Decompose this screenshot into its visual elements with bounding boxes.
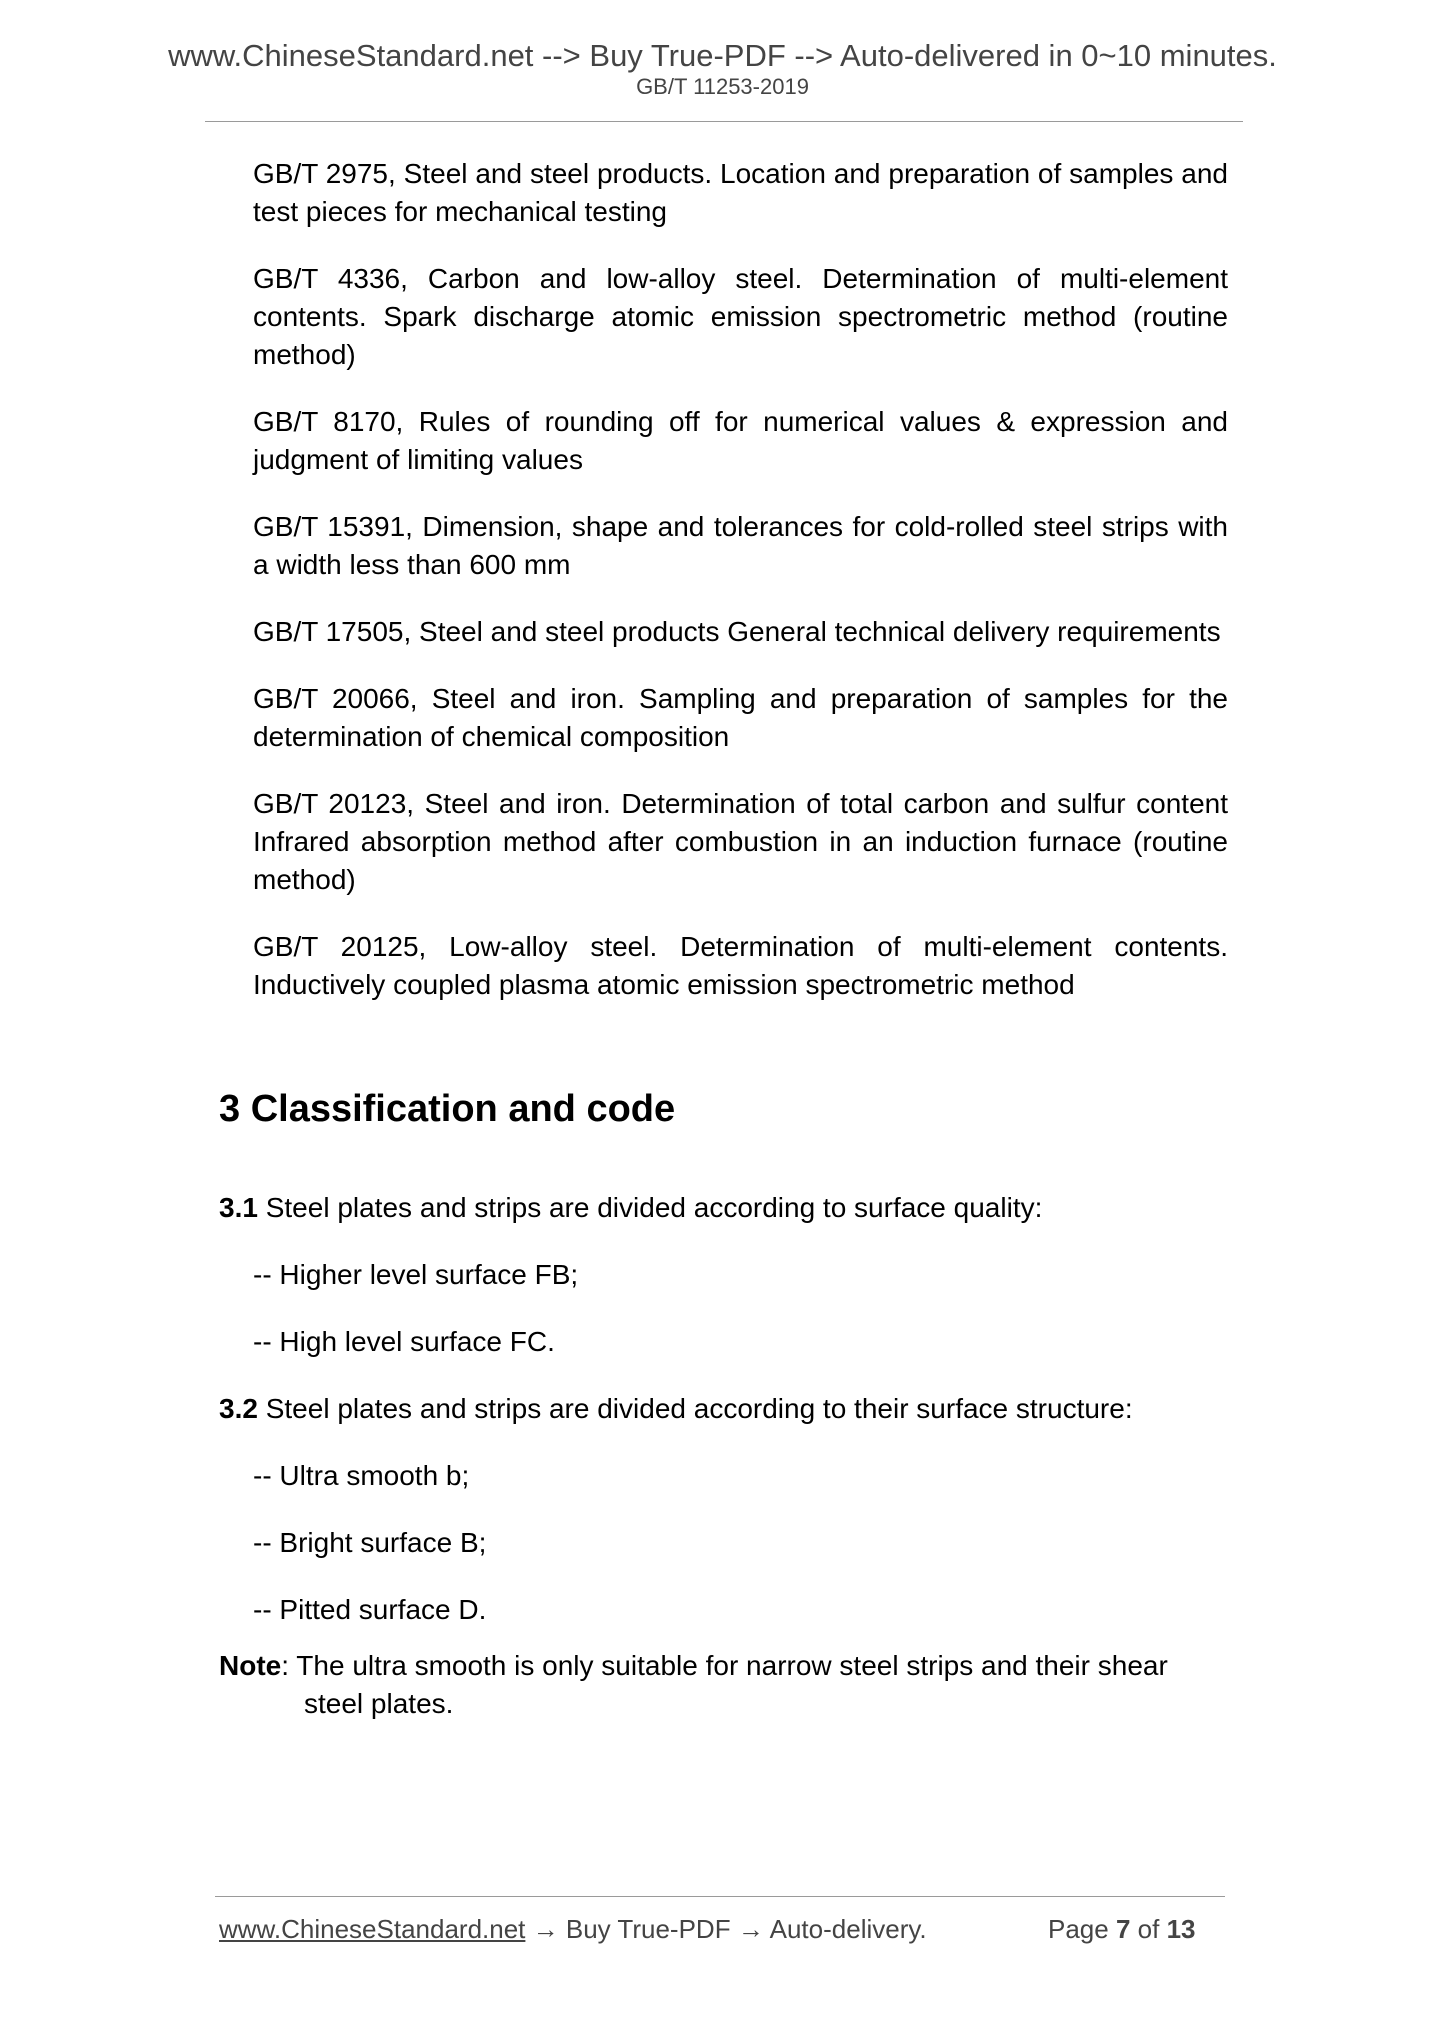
page-indicator [1048,1916,1196,1942]
delivery-text: Auto-delivery. [769,1914,927,1944]
note-label: Note [219,1650,282,1681]
buy-text: Buy True-PDF [565,1914,731,1944]
section-heading: 3 Classification and code [219,1088,676,1130]
clause-3-1 [219,1189,1042,1227]
header-banner: www.ChineseStandard.net --> Buy True-PDF --> Auto-delivered in 0~10 minutes. [168,38,1277,73]
reference-item: GB/T 17505, Steel and steel products General technical delivery requirements [253,616,1221,647]
note-line: steel plates. [304,1688,454,1719]
clause-number: 3.2 [219,1393,258,1424]
normative-references-list [253,155,1228,1033]
site-link[interactable]: www.ChineseStandard.net [219,1914,526,1944]
reference-item: GB/T 20123, Steel and iron. Determination of total carbon and sulfur content Infrared absorption method after combustion in an induction furnace (routine method) [253,788,1228,895]
footer-divider [215,1896,1225,1897]
clause-text: Steel plates and strips are divided according to surface quality: [257,1192,1043,1223]
page-number: 7 [1115,1914,1131,1944]
arrow-icon: → [737,1914,764,1944]
header-divider [205,121,1243,122]
list-item: -- Bright surface B; [253,1527,487,1558]
note-line [219,1647,1228,1685]
reference-item: GB/T 20125, Low-alloy steel. Determination of multi-element contents. Inductively coupled plasma atomic emission spectrometric method [253,931,1228,1000]
list-item: -- Higher level surface FB; [253,1259,579,1290]
page-label: Page [1048,1914,1109,1944]
reference-item: GB/T 2975, Steel and steel products. Location and preparation of samples and test pieces for mechanical testing [253,158,1228,227]
list-item: -- Ultra smooth b; [253,1460,470,1491]
clause-3-2 [219,1390,1133,1428]
reference-item: GB/T 4336, Carbon and low-alloy steel. Determination of multi-element contents. Spark discharge atomic emission spectrometric method (routine method) [253,263,1228,370]
clause-text: Steel plates and strips are divided according to their surface structure: [257,1393,1133,1424]
note-text: : The ultra smooth is only suitable for narrow steel strips and their shear [281,1650,1168,1681]
arrow-icon: → [532,1914,559,1944]
list-item: -- High level surface FC. [253,1326,555,1357]
reference-item: GB/T 20066, Steel and iron. Sampling and preparation of samples for the determination of chemical composition [253,683,1228,752]
of-label: of [1137,1914,1160,1944]
note [219,1647,1228,1723]
reference-item: GB/T 15391, Dimension, shape and tolerances for cold-rolled steel strips with a width less than 600 mm [253,511,1228,580]
list-item: -- Pitted surface D. [253,1594,487,1625]
page-total: 13 [1166,1914,1196,1944]
footer-links [219,1916,927,1942]
document-code: GB/T 11253-2019 [636,74,809,99]
clause-number: 3.1 [219,1192,258,1223]
reference-item: GB/T 8170, Rules of rounding off for numerical values & expression and judgment of limiting values [253,406,1228,475]
